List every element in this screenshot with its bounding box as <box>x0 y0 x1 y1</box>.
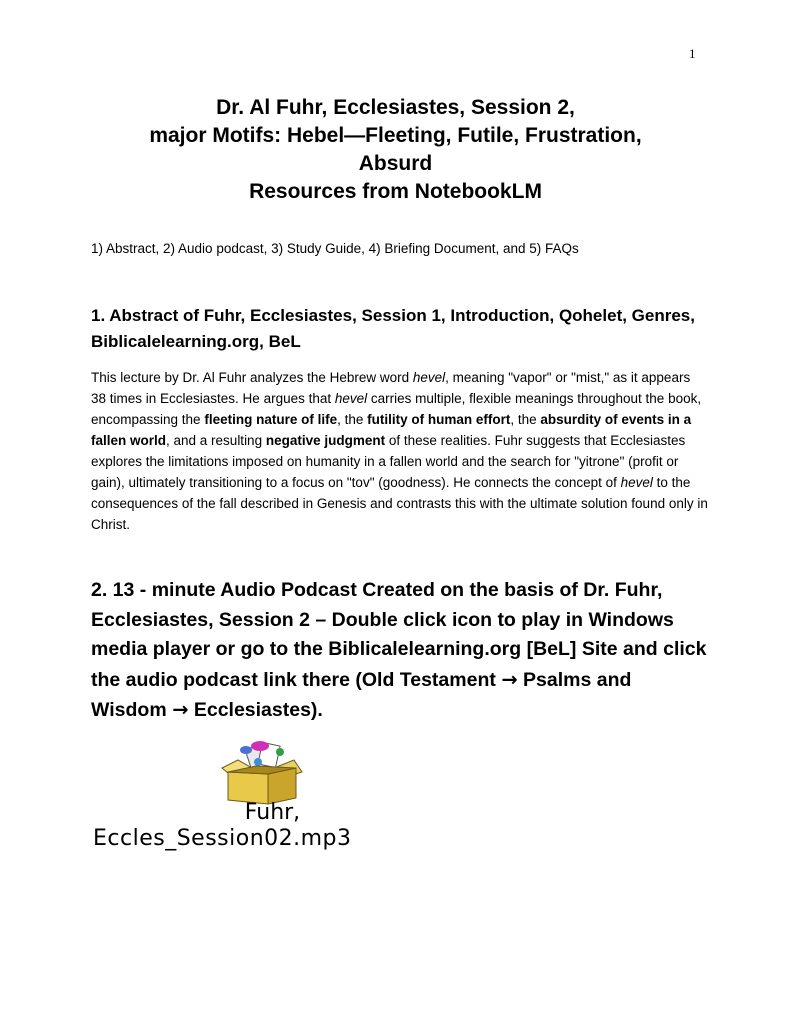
emphasis-judgment: negative judgment <box>265 433 386 448</box>
hevel-term: hevel <box>334 391 368 406</box>
abstract-heading: 1. Abstract of Fuhr, Ecclesiastes, Session 1, Introduction, Qohelet, Genres, Biblicalelearning.org, BeL <box>91 306 695 351</box>
hevel-term: hevel <box>620 475 653 490</box>
emphasis-fleeting: fleeting nature of life <box>204 412 338 427</box>
title-line-4: Resources from NotebookLM <box>249 180 542 203</box>
podcast-heading-text: Ecclesiastes). <box>188 699 323 721</box>
media-box-icon <box>218 738 306 806</box>
podcast-heading <box>91 576 711 726</box>
abstract-text: of these realities. Fuhr suggests that Ecclesiastes explores the limitations imposed on humanity in a fallen world and the search for "yitrone" (profit or gain), ultimately transitioning to a focus on "tov" (goodness). He connects the concept of <box>91 433 686 490</box>
media-file-label-line-1: Fuhr, <box>244 800 301 825</box>
abstract-text: , the <box>337 412 368 427</box>
right-arrow-icon: → <box>501 667 518 691</box>
right-arrow-icon: → <box>172 698 189 721</box>
media-file-label-line-2: Eccles_Session02.mp3 <box>93 826 352 851</box>
podcast-heading-text: 2. 13 - minute Audio Podcast Created on the basis of Dr. Fuhr, Ecclesiastes, Session 2 – Double click icon to play in Windows media player or go to the Biblicalelearning.org [BeL] Site and click the audio podcast link there (Old Testament <box>91 579 707 691</box>
page-number: 1 <box>689 46 696 61</box>
media-file-icon[interactable] <box>218 738 306 806</box>
title-line-2: major Motifs: Hebel—Fleeting, Futile, Frustration, <box>149 124 642 147</box>
hevel-term: hevel <box>412 370 446 385</box>
document-title <box>60 94 731 206</box>
abstract-text: This lecture by Dr. Al Fuhr analyzes the Hebrew word <box>91 370 413 385</box>
resource-list: 1) Abstract, 2) Audio podcast, 3) Study Guide, 4) Briefing Document, and 5) FAQs <box>91 241 579 256</box>
abstract-text: , the <box>510 412 541 427</box>
title-line-1: Dr. Al Fuhr, Ecclesiastes, Session 2, <box>216 96 575 119</box>
abstract-paragraph <box>91 367 708 535</box>
abstract-text: , and a resulting <box>166 433 266 448</box>
abstract-text: , meaning "vapor" or "mist," as it appears 38 times in Ecclesiastes. He argues that <box>91 370 691 406</box>
title-line-3: Absurd <box>358 152 433 175</box>
abstract-text: carries multiple, flexible meanings throughout the book, encompassing the <box>91 391 702 427</box>
podcast-heading-text: Psalms and Wisdom <box>91 668 632 721</box>
abstract-text: to the consequences of the fall described in Genesis and contrasts this with the ultimate solution found only in Christ. <box>91 475 708 532</box>
emphasis-absurdity: absurdity of events in a fallen world <box>91 412 692 448</box>
emphasis-futility: futility of human effort <box>367 412 511 427</box>
media-file-label[interactable] <box>93 800 452 852</box>
